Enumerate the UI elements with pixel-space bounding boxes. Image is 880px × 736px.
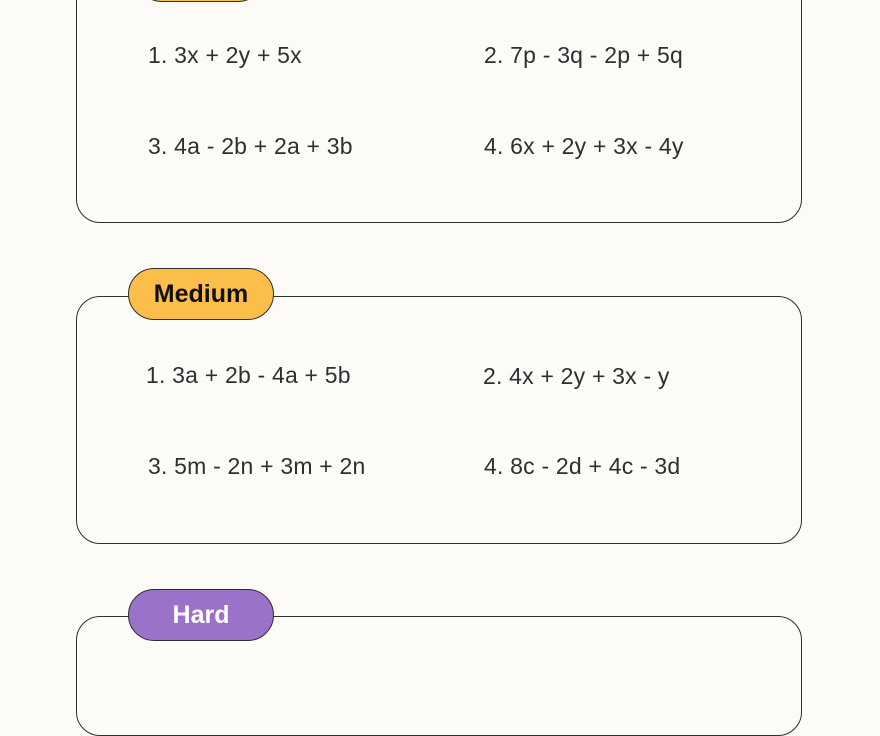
medium-problem-2: 2. 4x + 2y + 3x - y <box>483 363 670 389</box>
medium-section <box>76 296 802 544</box>
medium-problem-3: 3. 5m - 2n + 3m + 2n <box>148 453 366 479</box>
medium-problem-4: 4. 8c - 2d + 4c - 3d <box>484 453 681 479</box>
medium-problem-1: 1. 3a + 2b - 4a + 5b <box>146 362 351 388</box>
easy-problem-2: 2. 7p - 3q - 2p + 5q <box>484 42 683 68</box>
medium-badge <box>128 268 274 320</box>
easy-problem-3: 3. 4a - 2b + 2a + 3b <box>148 133 353 159</box>
easy-section <box>76 0 802 223</box>
hard-badge <box>128 589 274 641</box>
easy-problem-1: 1. 3x + 2y + 5x <box>148 42 302 68</box>
medium-label: Medium <box>153 279 249 308</box>
hard-label: Hard <box>172 600 230 629</box>
easy-problem-4: 4. 6x + 2y + 3x - 4y <box>484 133 684 159</box>
